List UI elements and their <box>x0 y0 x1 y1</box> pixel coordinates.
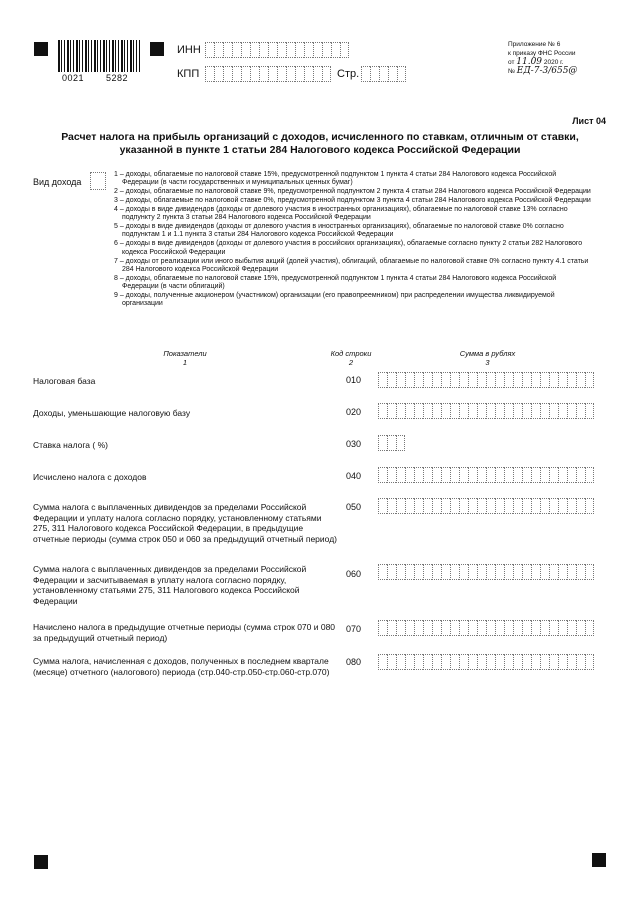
row-label-080: Сумма налога, начисленная с доходов, полученных в последнем квартале (месяце) отчетного (налогового) периода (стр.040-стр.050-стр.060-стр.070) <box>33 656 330 677</box>
income-type-item: 5 – доходы в виде дивидендов (доходы от долевого участия в иностранных организациях), облагаемые по налоговой ставке 0% согласно подпунктам 1 и 1.1 пункта 3 статьи 284 Налогового кодекса Российской Федерации <box>114 223 564 239</box>
column-header-amount: Сумма в рублях 3 <box>459 349 516 367</box>
registration-marker-bottom-left <box>34 855 48 869</box>
income-type-item: 8 – доходы, облагаемые по налоговой ставке 15%, предусмотренной подпунктом 1 пункта 4 статьи 284 Налогового кодекса Российской Федерации (в части облигаций) <box>114 274 557 291</box>
row-code-040: 040 <box>346 471 362 481</box>
page-label: Стр. <box>337 68 360 80</box>
income-type-item: 7 – доходы от реализации или иного выбытия акций (долей участия), облигаций, облагаемые по налоговой ставке 0% согласно пункту 4.1 статьи 284 Налогового кодекса Российской Федерации <box>114 257 589 273</box>
column-header-line-code: Код строки 2 <box>330 349 372 367</box>
kpp-field[interactable] <box>205 66 331 82</box>
income-type-field[interactable] <box>90 172 106 190</box>
income-type-item: 3 – доходы, облагаемые по налоговой ставке 0%, предусмотренной подпунктом 3 пункта 4 статьи 284 Налогового кодекса Российской Федерации <box>114 197 591 205</box>
row-label-050: Сумма налога с выплаченных дивидендов за пределами Российской Федерации и уплату налога согласно порядку, установленному статьями 275, 311 Налогового кодекса Российской Федерации, в предыдущие отчетные периоды (сумма строк 050 и 060 за предыдущий отчетный период) <box>33 502 337 544</box>
kpp-label: КПП <box>177 68 200 80</box>
inn-label: ИНН <box>177 44 201 56</box>
row-code-030: 030 <box>346 439 362 449</box>
approval-line-3: от 11.09 2020 г. <box>508 57 564 67</box>
income-type-item: 4 – доходы в виде дивидендов (доходы от долевого участия в иностранных организациях), облагаемые по налоговой ставке 13% согласно подпункту 2 пункта 3 статьи 284 Налогового кодекса Российской Федерации <box>114 205 568 222</box>
row-label-040: Исчислено налога с доходов <box>33 472 147 482</box>
row-code-010: 010 <box>346 375 362 385</box>
barcode-number-right: 5282 <box>106 73 129 83</box>
income-type-item: 9 – доходы, полученные акционером (участником) организации (его правопреемником) при распределении имущества ликвидируемой организации <box>114 291 555 308</box>
row-code-050: 050 <box>346 502 362 512</box>
row-label-010: Налоговая база <box>33 376 96 386</box>
row-code-070: 070 <box>346 624 362 634</box>
row-label-060: Сумма налога с выплаченных дивидендов за пределами Российской Федерации и засчитываемая в уплату налога согласно порядку, установленному статьями 275, 311 Налогового кодекса Российской Федерации <box>33 564 307 606</box>
amount-field-020[interactable] <box>378 403 594 419</box>
sheet-label: Лист 04 <box>572 116 606 126</box>
page-title: Расчет налога на прибыль организаций с доходов, исчисленного по ставкам, отличным от ставки, указанной в пункте 1 статьи 284 Налогового кодекса Российской Федерации <box>61 131 579 156</box>
row-code-060: 060 <box>346 569 362 579</box>
registration-marker-bottom-right <box>592 853 606 867</box>
registration-marker-top-left <box>34 42 48 56</box>
row-label-030: Ставка налога ( %) <box>33 440 108 450</box>
approval-line-2: к приказу ФНС России <box>508 50 576 57</box>
amount-field-040[interactable] <box>378 467 594 483</box>
income-type-item: 1 – доходы, облагаемые по налоговой ставке 15%, предусмотренной подпунктом 1 пункта 4 статьи 284 Налогового кодекса Российской Федерации (в части государственных и муниципальных ценных бумаг) <box>114 171 557 187</box>
row-code-020: 020 <box>346 407 362 417</box>
barcode-number-left: 0021 <box>62 73 85 83</box>
amount-field-070[interactable] <box>378 620 594 636</box>
amount-field-050[interactable] <box>378 498 594 514</box>
row-label-020: Доходы, уменьшающие налоговую базу <box>33 408 191 418</box>
amount-field-060[interactable] <box>378 564 594 580</box>
barcode <box>58 40 140 72</box>
approval-date-handwritten: 11.09 <box>516 57 543 67</box>
income-type-list <box>114 171 594 309</box>
row-code-080: 080 <box>346 657 362 667</box>
income-type-item: 6 – доходы в виде дивидендов (доходы от долевого участия в российских организациях), облагаемые согласно пункту 2 статьи 282 Налогового кодекса Российской Федерации <box>114 240 583 256</box>
column-header-indicators: Показатели 1 <box>163 349 207 367</box>
income-type-item: 2 – доходы, облагаемые по налоговой ставке 9%, предусмотренной подпунктом 2 пункта 4 статьи 284 Налогового кодекса Российской Федерации <box>114 188 591 196</box>
amount-field-010[interactable] <box>378 372 594 388</box>
approval-line-4: № ЕД-7-3/655@ <box>508 66 578 76</box>
row-label-070: Начислено налога в предыдущие отчетные периоды (сумма строк 070 и 080 за предыдущий отчетный период) <box>33 622 336 643</box>
inn-field[interactable] <box>205 42 349 58</box>
amount-field-080[interactable] <box>378 654 594 670</box>
income-type-label: Вид дохода <box>33 177 82 187</box>
page-number-field[interactable] <box>361 66 406 82</box>
approval-block <box>508 40 577 76</box>
approval-number-handwritten: ЕД-7-3/655@ <box>516 66 578 76</box>
approval-line-1: Приложение № 6 <box>508 41 561 48</box>
registration-marker-top-center <box>150 42 164 56</box>
tax-rate-field-030[interactable] <box>378 435 405 451</box>
